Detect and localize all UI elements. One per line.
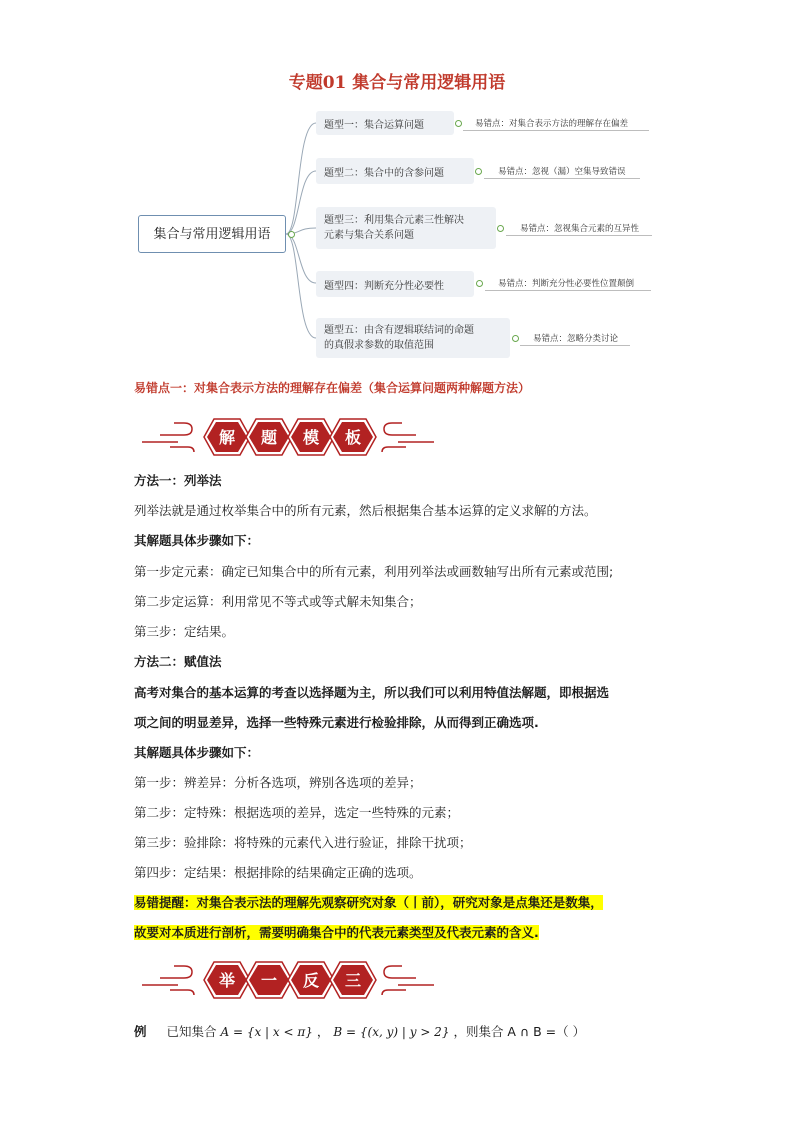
note-underline bbox=[484, 178, 640, 179]
type-label: 题型三：利用集合元素三性解决 bbox=[324, 215, 464, 226]
connector-dot bbox=[475, 168, 482, 175]
example-label: 例 bbox=[134, 1024, 147, 1039]
page-title: 专题01 集合与常用逻辑用语 bbox=[288, 73, 506, 93]
connector-dot bbox=[288, 231, 295, 238]
method2-step1: 第一步：辨差异：分析各选项，辨别各选项的差异； bbox=[134, 775, 422, 790]
method1-step3: 第三步：定结果。 bbox=[134, 624, 235, 639]
note-underline bbox=[463, 130, 649, 131]
note-underline bbox=[506, 235, 652, 236]
method1-step2: 第二步定运算：利用常见不等式或等式解未知集合； bbox=[134, 594, 422, 609]
method1-desc: 列举法就是通过枚举集合中的所有元素，然后根据集合基本运算的定义求解的方法。 bbox=[134, 503, 597, 518]
example-line bbox=[134, 1024, 585, 1040]
mindmap-type-1 bbox=[316, 111, 454, 135]
mindmap-type-2 bbox=[316, 158, 474, 184]
banner-char: 三 bbox=[344, 971, 362, 990]
banner-char: 一 bbox=[260, 971, 278, 990]
note-underline bbox=[520, 345, 630, 346]
type-label-line2: 的真假求参数的取值范围 bbox=[324, 340, 434, 351]
type-label: 题型一：集合运算问题 bbox=[324, 119, 424, 131]
mindmap-note-4: 易错点：判断充分性必要性位置颠倒 bbox=[498, 279, 635, 289]
method2-desc-line2: 项之间的明显差异，选择一些特殊元素进行检验排除，从而得到正确选项. bbox=[134, 715, 539, 730]
set-b-formula: B = {(x, y) | y > 2} bbox=[333, 1025, 450, 1039]
method1-step1: 第一步定元素：确定已知集合中的所有元素，利用列举法或画数轴写出所有元素或范围; bbox=[134, 564, 614, 579]
method2-step4: 第四步：定结果：根据排除的结果确定正确的选项。 bbox=[134, 865, 422, 880]
banner-char: 题 bbox=[260, 428, 278, 447]
mindmap-note-5: 易错点：忽略分类讨论 bbox=[533, 334, 619, 344]
mindmap-note-2: 易错点：忽视（漏）空集导致错误 bbox=[498, 167, 626, 177]
mindmap-type-5 bbox=[316, 318, 510, 358]
highlight: 故要对本质进行剖析，需要明确集合中的代表元素类型及代表元素的含义. bbox=[134, 925, 539, 940]
banner-char: 解 bbox=[218, 428, 236, 447]
connector-dot bbox=[476, 280, 483, 287]
example-text-a: 已知集合 bbox=[166, 1024, 217, 1039]
note-underline bbox=[485, 290, 651, 291]
mindmap-type-3 bbox=[316, 207, 496, 249]
method1-steps-title: 其解题具体步骤如下： bbox=[134, 533, 260, 548]
banner-char: 模 bbox=[302, 428, 320, 447]
mindmap-note-1: 易错点：对集合表示方法的理解存在偏差 bbox=[475, 119, 629, 129]
method2-step3: 第三步：验排除：将特殊的元素代入进行验证，排除干扰项； bbox=[134, 835, 472, 850]
method2-desc-line1: 高考对集合的基本运算的考查以选择题为主，所以我们可以利用特值法解题，即根据选 bbox=[134, 685, 610, 700]
example-text-b: ，则集合 A ∩ B =（ bbox=[453, 1024, 569, 1039]
banner-examples bbox=[140, 952, 436, 1008]
type-label: 题型五：由含有逻辑联结词的命题 bbox=[324, 325, 474, 336]
type-label-line2: 元素与集合关系问题 bbox=[324, 230, 414, 241]
set-a-formula: A = {x | x < π} bbox=[220, 1025, 313, 1039]
connector-dot bbox=[512, 335, 519, 342]
reminder-line2 bbox=[134, 925, 539, 941]
type-label: 题型四：判断充分性必要性 bbox=[324, 280, 444, 292]
mindmap-type-4 bbox=[316, 271, 474, 297]
mindmap-connectors bbox=[0, 0, 794, 370]
example-sep: ， bbox=[316, 1024, 330, 1039]
answer-blank: ） bbox=[572, 1024, 586, 1039]
method1-title: 方法一：列举法 bbox=[134, 473, 222, 488]
reminder-line1 bbox=[134, 895, 603, 911]
mindmap-root: 集合与常用逻辑用语 bbox=[138, 215, 286, 253]
banner-char: 板 bbox=[344, 428, 362, 447]
type-label: 题型二：集合中的含参问题 bbox=[324, 167, 444, 179]
connector-dot bbox=[497, 225, 504, 232]
highlight: 易错提醒：对集合表示法的理解先观察研究对象（丨前），研究对象是点集还是数集， bbox=[134, 895, 603, 910]
banner-char: 反 bbox=[302, 971, 320, 990]
connector-dot bbox=[455, 120, 462, 127]
banner-char: 举 bbox=[218, 971, 236, 990]
method2-step2: 第二步：定特殊：根据选项的差异，选定一些特殊的元素； bbox=[134, 805, 460, 820]
error-point-heading: 易错点一：对集合表示方法的理解存在偏差（集合运算问题两种解题方法） bbox=[134, 381, 531, 395]
method2-steps-title: 其解题具体步骤如下： bbox=[134, 745, 260, 760]
mindmap-note-3: 易错点：忽视集合元素的互异性 bbox=[520, 224, 640, 234]
banner-solution-template bbox=[140, 409, 436, 465]
method2-title: 方法二：赋值法 bbox=[134, 654, 222, 669]
